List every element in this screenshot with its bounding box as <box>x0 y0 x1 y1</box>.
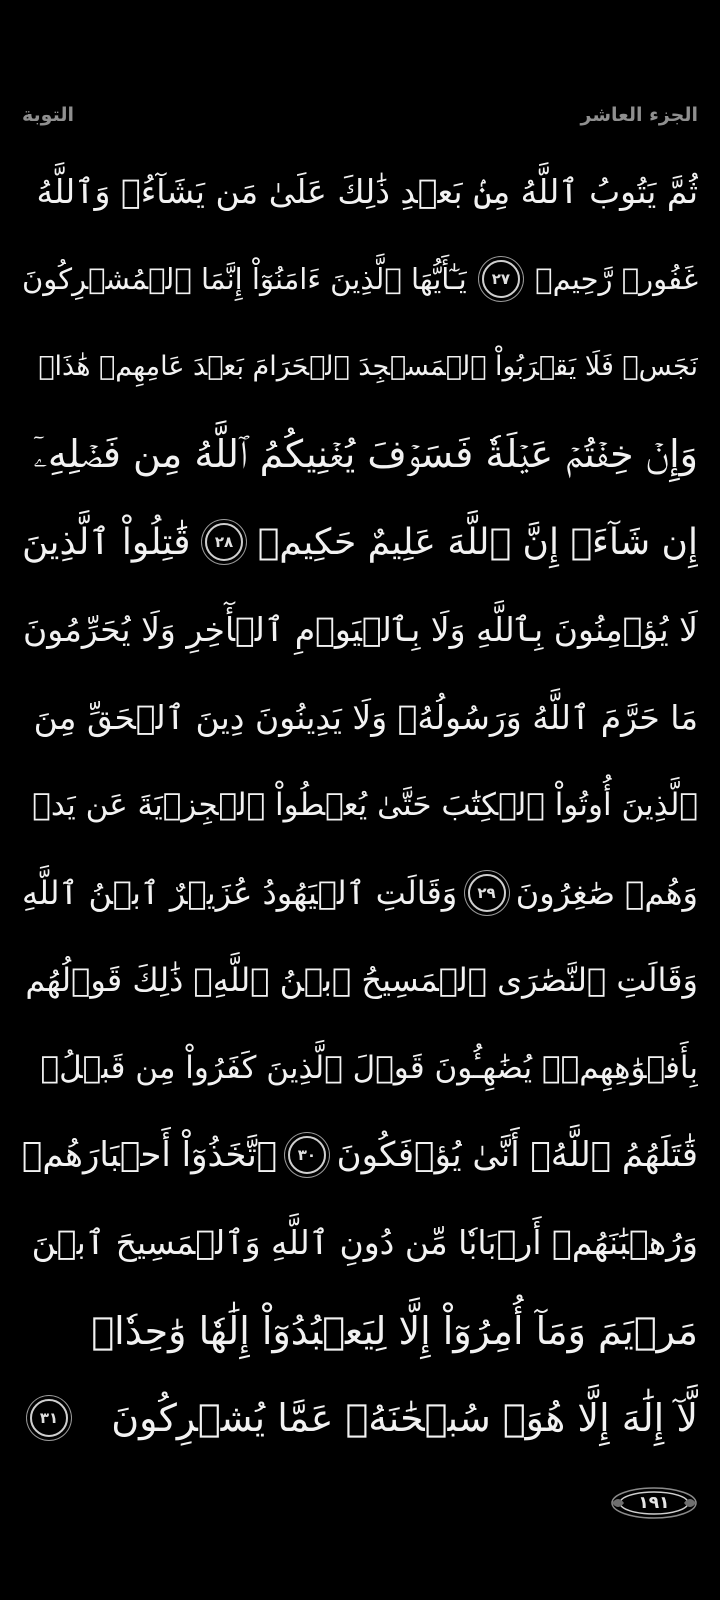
verse-text: ثُمَّ يَتُوبُ ٱللَّهُ مِنۢ بَعۡدِ ذَٰلِكَ عَلَىٰ مَن يَشَآءُۗ وَٱللَّهُ <box>36 172 698 212</box>
verse-text: ٱتَّخَذُوٓاْ أَحۡبَارَهُمۡ <box>22 1135 278 1176</box>
quran-text-block <box>22 148 698 1462</box>
verse-text: وَهُمۡ صَٰغِرُونَ <box>515 873 698 912</box>
verse-line <box>22 1024 698 1112</box>
verse-line <box>22 761 698 849</box>
verse-line <box>22 849 698 937</box>
verse-line <box>22 411 698 499</box>
verse-text: بِأَفۡوَٰهِهِمۡۖ يُضَٰهِـُٔونَ قَوۡلَ ٱلَّذِينَ كَفَرُواْ مِن قَبۡلُۚ <box>40 1049 698 1086</box>
verse-text: نَجَسٞ فَلَا يَقۡرَبُواْ ٱلۡمَسۡجِدَ ٱلۡحَرَامَ بَعۡدَ عَامِهِمۡ هَٰذَاۚ <box>38 351 698 383</box>
verse-text: قَٰتَلَهُمُ ٱللَّهُۖ أَنَّىٰ يُؤۡفَكُونَ <box>336 1135 698 1176</box>
verse-text: وَقَالَتِ ٱلنَّصَٰرَى ٱلۡمَسِيحُ ٱبۡنُ ٱللَّهِۖ ذَٰلِكَ قَوۡلُهُم <box>25 961 698 1000</box>
verse-line <box>22 586 698 674</box>
verse-line <box>22 1112 698 1200</box>
juz-title: الجزء العاشر <box>580 104 698 126</box>
ayah-number-marker: ٣٠ <box>288 1136 326 1174</box>
verse-line <box>22 148 698 236</box>
verse-text: مَرۡيَمَ وَمَآ أُمِرُوٓاْ إِلَّا لِيَعۡبُدُوٓاْ إِلَٰهٗا وَٰحِدٗاۖ <box>91 1308 698 1353</box>
verse-line <box>22 236 698 324</box>
page-number: ١٩١ <box>638 1493 670 1513</box>
verse-text: وَإِنۡ خِفۡتُمۡ عَيۡلَةٗ فَسَوۡفَ يُغۡنِيكُمُ ٱللَّهُ مِن فَضۡلِهِۦٓ <box>33 432 698 477</box>
verse-text: لَا يُؤۡمِنُونَ بِٱللَّهِ وَلَا بِٱلۡيَوۡمِ ٱلۡأٓخِرِ وَلَا يُحَرِّمُونَ <box>22 610 698 650</box>
verse-text: ٱلَّذِينَ أُوتُواْ ٱلۡكِتَٰبَ حَتَّىٰ يُعۡطُواْ ٱلۡجِزۡيَةَ عَن يَدٖ <box>32 786 698 823</box>
verse-text: يَـٰٓأَيُّهَا ٱلَّذِينَ ءَامَنُوٓاْ إِنَّمَا ٱلۡمُشۡرِكُونَ <box>22 262 467 297</box>
verse-text: مَا حَرَّمَ ٱللَّهُ وَرَسُولُهُۥ وَلَا يَدِينُونَ دِينَ ٱلۡحَقِّ مِنَ <box>33 697 698 737</box>
verse-line <box>22 936 698 1024</box>
ayah-number-marker: ٣١ <box>30 1399 68 1437</box>
verse-line <box>22 1287 698 1375</box>
page-number-badge <box>610 1486 698 1520</box>
surah-title: التوبة <box>22 104 74 126</box>
ayah-number-marker: ٢٩ <box>468 874 506 912</box>
verse-text: وَقَالَتِ ٱلۡيَهُودُ عُزَيۡرٌ ٱبۡنُ ٱللَّهِ <box>22 873 458 912</box>
verse-line <box>22 323 698 411</box>
verse-line <box>22 1374 698 1462</box>
page-header <box>22 98 698 132</box>
verse-text: لَّآ إِلَٰهَ إِلَّا هُوَۚ سُبۡحَٰنَهُۥ عَمَّا يُشۡرِكُونَ <box>111 1396 698 1441</box>
ayah-number-marker: ٢٨ <box>205 523 243 561</box>
verse-line <box>22 1199 698 1287</box>
ayah-number-marker: ٢٧ <box>482 260 520 298</box>
verse-text: غَفُورٞ رَّحِيمٞ <box>535 262 698 297</box>
verse-text: قَٰتِلُواْ ٱلَّذِينَ <box>22 521 191 563</box>
verse-line <box>22 674 698 762</box>
verse-text: وَرُهۡبَٰنَهُمۡ أَرۡبَابٗا مِّن دُونِ ٱللَّهِ وَٱلۡمَسِيحَ ٱبۡنَ <box>31 1223 698 1263</box>
verse-line <box>22 498 698 586</box>
verse-text: إِن شَآءَۚ إِنَّ ٱللَّهَ عَلِيمٌ حَكِيمٞ <box>257 521 698 563</box>
